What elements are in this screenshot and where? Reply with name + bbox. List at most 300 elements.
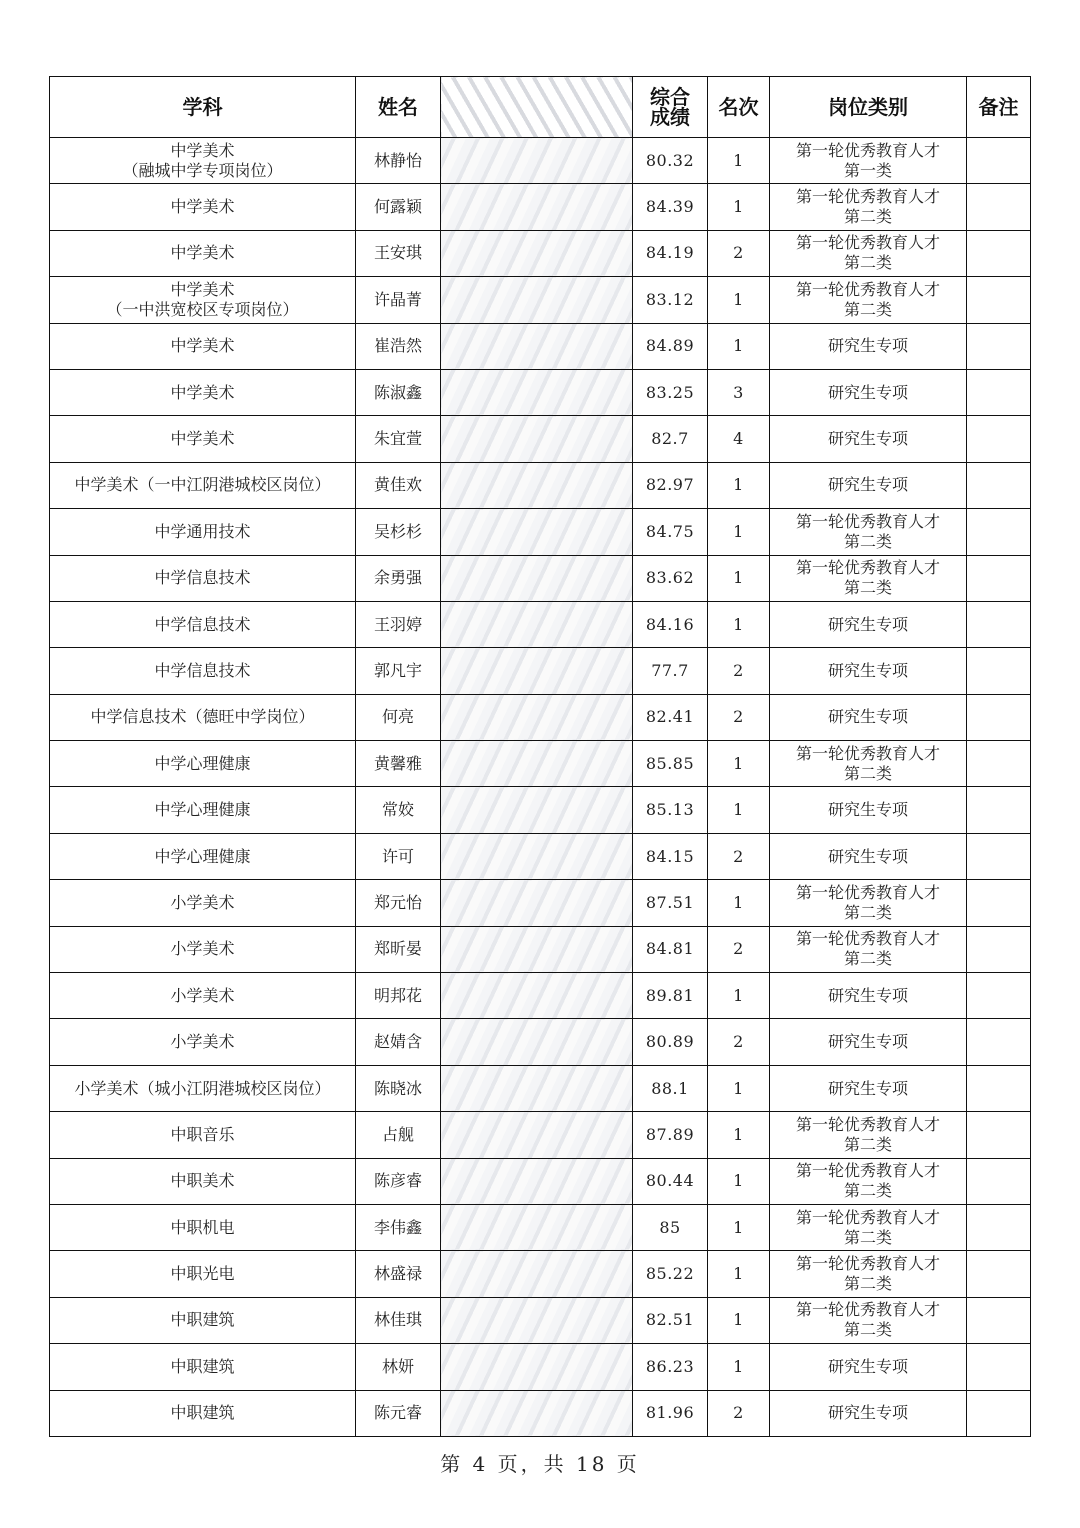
header-name: 姓名 bbox=[356, 77, 441, 138]
category-cell bbox=[770, 1158, 967, 1204]
subject-text: 中学信息技术 bbox=[154, 660, 251, 680]
category-text: 第一轮优秀教育人才 bbox=[795, 1161, 940, 1181]
name-cell: 陈彦睿 bbox=[356, 1158, 441, 1204]
table-row bbox=[50, 1204, 1031, 1250]
subject-cell bbox=[50, 555, 356, 601]
name-cell: 郭凡宇 bbox=[356, 648, 441, 694]
remark-cell bbox=[967, 926, 1031, 972]
table-row bbox=[50, 1297, 1031, 1343]
name-cell: 黄馨雅 bbox=[356, 741, 441, 787]
category-subtype: 第二类 bbox=[843, 1227, 892, 1247]
table-row bbox=[50, 787, 1031, 833]
category-text: 第一轮优秀教育人才 bbox=[795, 1300, 940, 1320]
redacted-cell bbox=[441, 1065, 633, 1111]
category-text: 第一轮优秀教育人才 bbox=[795, 558, 940, 578]
rank-cell: 1 bbox=[708, 138, 770, 184]
redacted-cell bbox=[441, 1158, 633, 1204]
score-cell: 87.51 bbox=[633, 880, 708, 926]
name-cell: 陈晓冰 bbox=[356, 1065, 441, 1111]
name-cell: 何露颖 bbox=[356, 184, 441, 230]
score-cell: 86.23 bbox=[633, 1344, 708, 1390]
name-cell: 林妍 bbox=[356, 1344, 441, 1390]
remark-cell bbox=[967, 1112, 1031, 1158]
category-subtype: 第二类 bbox=[843, 1320, 892, 1340]
table-row bbox=[50, 1065, 1031, 1111]
category-cell bbox=[770, 833, 967, 879]
rank-cell: 2 bbox=[708, 1019, 770, 1065]
category-subtype: 第一类 bbox=[843, 160, 892, 180]
score-cell: 81.96 bbox=[633, 1390, 708, 1436]
header-score-line2: 成绩 bbox=[650, 105, 690, 129]
redacted-cell bbox=[441, 1344, 633, 1390]
score-cell: 83.25 bbox=[633, 369, 708, 415]
subject-cell bbox=[50, 1204, 356, 1250]
header-rank: 名次 bbox=[708, 77, 770, 138]
score-cell: 83.12 bbox=[633, 277, 708, 323]
subject-cell bbox=[50, 973, 356, 1019]
redacted-cell bbox=[441, 1297, 633, 1343]
page-number: 第 4 页，共 18 页 bbox=[440, 1452, 640, 1476]
category-cell bbox=[770, 277, 967, 323]
subject-cell bbox=[50, 1251, 356, 1297]
score-cell: 84.75 bbox=[633, 509, 708, 555]
header-row bbox=[50, 77, 1031, 138]
rank-cell: 1 bbox=[708, 184, 770, 230]
score-cell: 85.22 bbox=[633, 1251, 708, 1297]
score-cell: 82.7 bbox=[633, 416, 708, 462]
redacted-cell bbox=[441, 323, 633, 369]
category-subtype: 第二类 bbox=[843, 207, 892, 227]
results-table bbox=[49, 76, 1031, 1437]
category-cell bbox=[770, 787, 967, 833]
subject-cell bbox=[50, 601, 356, 647]
subject-cell bbox=[50, 1297, 356, 1343]
remark-cell bbox=[967, 648, 1031, 694]
remark-cell bbox=[967, 1065, 1031, 1111]
rank-cell: 1 bbox=[708, 1158, 770, 1204]
score-cell: 77.7 bbox=[633, 648, 708, 694]
category-subtype: 第二类 bbox=[843, 253, 892, 273]
score-cell: 84.89 bbox=[633, 323, 708, 369]
name-cell: 郑昕晏 bbox=[356, 926, 441, 972]
score-cell: 80.89 bbox=[633, 1019, 708, 1065]
subject-text: 中学美术（一中江阴港城校区岗位） bbox=[74, 475, 331, 495]
redacted-cell bbox=[441, 648, 633, 694]
table-body bbox=[50, 138, 1031, 1437]
remark-cell bbox=[967, 833, 1031, 879]
subject-cell bbox=[50, 741, 356, 787]
redacted-cell bbox=[441, 973, 633, 1019]
name-cell: 林盛禄 bbox=[356, 1251, 441, 1297]
category-subtype: 第二类 bbox=[843, 763, 892, 783]
redacted-cell bbox=[441, 833, 633, 879]
name-cell: 崔浩然 bbox=[356, 323, 441, 369]
rank-cell: 1 bbox=[708, 973, 770, 1019]
category-text: 研究生专项 bbox=[827, 382, 908, 402]
category-subtype: 第二类 bbox=[843, 1274, 892, 1294]
category-subtype: 第二类 bbox=[843, 902, 892, 922]
category-subtype: 第二类 bbox=[843, 949, 892, 969]
score-cell: 85.13 bbox=[633, 787, 708, 833]
redacted-cell bbox=[441, 555, 633, 601]
category-cell bbox=[770, 1112, 967, 1158]
score-cell: 84.16 bbox=[633, 601, 708, 647]
header-remark: 备注 bbox=[967, 77, 1031, 138]
table-row bbox=[50, 601, 1031, 647]
name-cell: 陈元睿 bbox=[356, 1390, 441, 1436]
remark-cell bbox=[967, 1019, 1031, 1065]
score-cell: 84.19 bbox=[633, 230, 708, 276]
subject-cell bbox=[50, 694, 356, 740]
category-cell bbox=[770, 462, 967, 508]
subject-cell bbox=[50, 833, 356, 879]
name-cell: 余勇强 bbox=[356, 555, 441, 601]
category-cell bbox=[770, 369, 967, 415]
category-text: 研究生专项 bbox=[827, 660, 908, 680]
subject-cell bbox=[50, 509, 356, 555]
subject-text: 中学美术 bbox=[170, 429, 235, 449]
score-cell: 85 bbox=[633, 1204, 708, 1250]
subject-cell bbox=[50, 369, 356, 415]
category-text: 第一轮优秀教育人才 bbox=[795, 187, 940, 207]
subject-cell bbox=[50, 1344, 356, 1390]
category-cell bbox=[770, 416, 967, 462]
rank-cell: 1 bbox=[708, 787, 770, 833]
remark-cell bbox=[967, 787, 1031, 833]
redacted-cell bbox=[441, 509, 633, 555]
category-cell bbox=[770, 1297, 967, 1343]
category-subtype: 第二类 bbox=[843, 531, 892, 551]
table-row bbox=[50, 880, 1031, 926]
table-row bbox=[50, 1251, 1031, 1297]
table-row bbox=[50, 694, 1031, 740]
subject-text: 中学心理健康 bbox=[154, 800, 251, 820]
subject-cell bbox=[50, 880, 356, 926]
table-row bbox=[50, 555, 1031, 601]
subject-note: （融城中学专项岗位） bbox=[122, 160, 283, 180]
table-row bbox=[50, 184, 1031, 230]
remark-cell bbox=[967, 741, 1031, 787]
score-cell: 82.51 bbox=[633, 1297, 708, 1343]
category-text: 第一轮优秀教育人才 bbox=[795, 743, 940, 763]
subject-text: 中学心理健康 bbox=[154, 753, 251, 773]
category-text: 第一轮优秀教育人才 bbox=[795, 1254, 940, 1274]
table-row bbox=[50, 1112, 1031, 1158]
table-row bbox=[50, 1344, 1031, 1390]
category-text: 研究生专项 bbox=[827, 1032, 908, 1052]
category-text: 第一轮优秀教育人才 bbox=[795, 140, 940, 160]
score-cell: 88.1 bbox=[633, 1065, 708, 1111]
table-row bbox=[50, 1019, 1031, 1065]
score-cell: 80.44 bbox=[633, 1158, 708, 1204]
subject-cell bbox=[50, 787, 356, 833]
subject-text: 中学心理健康 bbox=[154, 846, 251, 866]
redacted-cell bbox=[441, 416, 633, 462]
score-cell: 84.15 bbox=[633, 833, 708, 879]
rank-cell: 3 bbox=[708, 369, 770, 415]
score-cell: 82.97 bbox=[633, 462, 708, 508]
subject-text: 中学美术 bbox=[170, 140, 235, 160]
score-cell: 83.62 bbox=[633, 555, 708, 601]
subject-text: 中职建筑 bbox=[170, 1403, 235, 1423]
subject-cell bbox=[50, 462, 356, 508]
score-cell: 84.81 bbox=[633, 926, 708, 972]
redacted-cell bbox=[441, 1019, 633, 1065]
header-score bbox=[633, 77, 708, 138]
table-row bbox=[50, 926, 1031, 972]
remark-cell bbox=[967, 184, 1031, 230]
name-cell: 林佳琪 bbox=[356, 1297, 441, 1343]
subject-text: 中学美术 bbox=[170, 382, 235, 402]
rank-cell: 2 bbox=[708, 926, 770, 972]
category-cell bbox=[770, 648, 967, 694]
category-cell bbox=[770, 1019, 967, 1065]
category-text: 第一轮优秀教育人才 bbox=[795, 279, 940, 299]
category-cell bbox=[770, 1390, 967, 1436]
table-row bbox=[50, 416, 1031, 462]
rank-cell: 1 bbox=[708, 880, 770, 926]
remark-cell bbox=[967, 416, 1031, 462]
remark-cell bbox=[967, 973, 1031, 1019]
subject-text: 中学信息技术 bbox=[154, 568, 251, 588]
category-cell bbox=[770, 1251, 967, 1297]
remark-cell bbox=[967, 509, 1031, 555]
rank-cell: 1 bbox=[708, 601, 770, 647]
remark-cell bbox=[967, 230, 1031, 276]
subject-note: （一中洪宽校区专项岗位） bbox=[106, 299, 299, 319]
header-subject: 学科 bbox=[50, 77, 356, 138]
subject-text: 中职建筑 bbox=[170, 1356, 235, 1376]
category-text: 研究生专项 bbox=[827, 985, 908, 1005]
subject-cell bbox=[50, 1019, 356, 1065]
header-score-line1: 综合 bbox=[650, 85, 690, 109]
category-cell bbox=[770, 926, 967, 972]
subject-cell bbox=[50, 230, 356, 276]
subject-cell bbox=[50, 1158, 356, 1204]
redacted-cell bbox=[441, 230, 633, 276]
category-text: 研究生专项 bbox=[827, 614, 908, 634]
rank-cell: 4 bbox=[708, 416, 770, 462]
subject-cell bbox=[50, 926, 356, 972]
rank-cell: 1 bbox=[708, 1112, 770, 1158]
redacted-cell bbox=[441, 277, 633, 323]
subject-text: 小学美术 bbox=[170, 939, 235, 959]
score-cell: 84.39 bbox=[633, 184, 708, 230]
name-cell: 赵婧含 bbox=[356, 1019, 441, 1065]
redacted-cell bbox=[441, 1251, 633, 1297]
table-row bbox=[50, 369, 1031, 415]
name-cell: 朱宜萱 bbox=[356, 416, 441, 462]
name-cell: 黄佳欢 bbox=[356, 462, 441, 508]
name-cell: 林静怡 bbox=[356, 138, 441, 184]
remark-cell bbox=[967, 369, 1031, 415]
subject-cell bbox=[50, 1390, 356, 1436]
category-text: 第一轮优秀教育人才 bbox=[795, 511, 940, 531]
table-row bbox=[50, 741, 1031, 787]
category-cell bbox=[770, 184, 967, 230]
table-row bbox=[50, 230, 1031, 276]
subject-text: 中职光电 bbox=[170, 1264, 235, 1284]
table-row bbox=[50, 509, 1031, 555]
category-cell bbox=[770, 1065, 967, 1111]
redacted-cell bbox=[441, 1390, 633, 1436]
name-cell: 王安琪 bbox=[356, 230, 441, 276]
table-row bbox=[50, 1158, 1031, 1204]
subject-text: 中学美术 bbox=[170, 197, 235, 217]
remark-cell bbox=[967, 601, 1031, 647]
subject-cell bbox=[50, 1065, 356, 1111]
subject-text: 小学美术 bbox=[170, 892, 235, 912]
redacted-cell bbox=[441, 694, 633, 740]
category-cell bbox=[770, 601, 967, 647]
name-cell: 王羽婷 bbox=[356, 601, 441, 647]
name-cell: 许可 bbox=[356, 833, 441, 879]
name-cell: 郑元怡 bbox=[356, 880, 441, 926]
rank-cell: 2 bbox=[708, 833, 770, 879]
subject-text: 中学通用技术 bbox=[154, 521, 251, 541]
subject-cell bbox=[50, 323, 356, 369]
rank-cell: 1 bbox=[708, 1251, 770, 1297]
remark-cell bbox=[967, 1251, 1031, 1297]
score-cell: 85.85 bbox=[633, 741, 708, 787]
score-cell: 89.81 bbox=[633, 973, 708, 1019]
category-text: 研究生专项 bbox=[827, 1403, 908, 1423]
remark-cell bbox=[967, 138, 1031, 184]
remark-cell bbox=[967, 1158, 1031, 1204]
rank-cell: 1 bbox=[708, 462, 770, 508]
subject-text: 小学美术（城小江阴港城校区岗位） bbox=[74, 1078, 331, 1098]
category-text: 第一轮优秀教育人才 bbox=[795, 882, 940, 902]
table-row bbox=[50, 973, 1031, 1019]
rank-cell: 1 bbox=[708, 555, 770, 601]
subject-text: 小学美术 bbox=[170, 985, 235, 1005]
remark-cell bbox=[967, 1344, 1031, 1390]
subject-cell bbox=[50, 277, 356, 323]
redacted-cell bbox=[441, 184, 633, 230]
category-cell bbox=[770, 973, 967, 1019]
category-text: 研究生专项 bbox=[827, 846, 908, 866]
category-text: 研究生专项 bbox=[827, 336, 908, 356]
score-cell: 80.32 bbox=[633, 138, 708, 184]
redacted-cell bbox=[441, 880, 633, 926]
subject-text: 中职机电 bbox=[170, 1217, 235, 1237]
category-subtype: 第二类 bbox=[843, 578, 892, 598]
table-row bbox=[50, 1390, 1031, 1436]
category-text: 研究生专项 bbox=[827, 707, 908, 727]
remark-cell bbox=[967, 1204, 1031, 1250]
category-text: 研究生专项 bbox=[827, 800, 908, 820]
rank-cell: 1 bbox=[708, 1204, 770, 1250]
rank-cell: 1 bbox=[708, 1297, 770, 1343]
category-cell bbox=[770, 509, 967, 555]
name-cell: 明邦花 bbox=[356, 973, 441, 1019]
category-subtype: 第二类 bbox=[843, 1181, 892, 1201]
redacted-cell bbox=[441, 462, 633, 508]
name-cell: 李伟鑫 bbox=[356, 1204, 441, 1250]
subject-cell bbox=[50, 416, 356, 462]
subject-text: 小学美术 bbox=[170, 1032, 235, 1052]
name-cell: 常姣 bbox=[356, 787, 441, 833]
category-text: 研究生专项 bbox=[827, 1356, 908, 1376]
table-row bbox=[50, 648, 1031, 694]
subject-text: 中职美术 bbox=[170, 1171, 235, 1191]
rank-cell: 1 bbox=[708, 1344, 770, 1390]
subject-text: 中学美术 bbox=[170, 243, 235, 263]
table-row bbox=[50, 277, 1031, 323]
category-cell bbox=[770, 230, 967, 276]
category-cell bbox=[770, 555, 967, 601]
redacted-cell bbox=[441, 369, 633, 415]
subject-text: 中学美术 bbox=[170, 336, 235, 356]
remark-cell bbox=[967, 462, 1031, 508]
remark-cell bbox=[967, 1297, 1031, 1343]
score-cell: 87.89 bbox=[633, 1112, 708, 1158]
category-cell bbox=[770, 880, 967, 926]
redacted-cell bbox=[441, 601, 633, 647]
redacted-cell bbox=[441, 1204, 633, 1250]
category-subtype: 第二类 bbox=[843, 299, 892, 319]
category-text: 研究生专项 bbox=[827, 429, 908, 449]
category-cell bbox=[770, 1344, 967, 1390]
subject-text: 中学信息技术（德旺中学岗位） bbox=[90, 707, 315, 727]
remark-cell bbox=[967, 555, 1031, 601]
category-cell bbox=[770, 138, 967, 184]
category-text: 第一轮优秀教育人才 bbox=[795, 1207, 940, 1227]
header-category: 岗位类别 bbox=[770, 77, 967, 138]
subject-cell bbox=[50, 184, 356, 230]
rank-cell: 2 bbox=[708, 648, 770, 694]
rank-cell: 1 bbox=[708, 277, 770, 323]
rank-cell: 1 bbox=[708, 1065, 770, 1111]
remark-cell bbox=[967, 1390, 1031, 1436]
subject-text: 中职音乐 bbox=[170, 1124, 235, 1144]
rank-cell: 2 bbox=[708, 694, 770, 740]
remark-cell bbox=[967, 323, 1031, 369]
category-text: 第一轮优秀教育人才 bbox=[795, 1114, 940, 1134]
name-cell: 吴杉杉 bbox=[356, 509, 441, 555]
table-row bbox=[50, 138, 1031, 184]
name-cell: 陈淑鑫 bbox=[356, 369, 441, 415]
redacted-cell bbox=[441, 741, 633, 787]
redacted-cell bbox=[441, 1112, 633, 1158]
subject-cell bbox=[50, 1112, 356, 1158]
redacted-cell bbox=[441, 138, 633, 184]
subject-cell bbox=[50, 648, 356, 694]
redacted-cell bbox=[441, 926, 633, 972]
rank-cell: 1 bbox=[708, 509, 770, 555]
category-text: 第一轮优秀教育人才 bbox=[795, 233, 940, 253]
table-row bbox=[50, 833, 1031, 879]
rank-cell: 2 bbox=[708, 1390, 770, 1436]
category-text: 第一轮优秀教育人才 bbox=[795, 929, 940, 949]
name-cell: 何亮 bbox=[356, 694, 441, 740]
category-cell bbox=[770, 323, 967, 369]
category-text: 研究生专项 bbox=[827, 475, 908, 495]
remark-cell bbox=[967, 277, 1031, 323]
redacted-cell bbox=[441, 787, 633, 833]
score-cell: 82.41 bbox=[633, 694, 708, 740]
name-cell: 占舰 bbox=[356, 1112, 441, 1158]
category-cell bbox=[770, 694, 967, 740]
header-redacted-column bbox=[441, 77, 633, 138]
subject-text: 中职建筑 bbox=[170, 1310, 235, 1330]
subject-cell bbox=[50, 138, 356, 184]
subject-text: 中学美术 bbox=[170, 279, 235, 299]
rank-cell: 2 bbox=[708, 230, 770, 276]
category-cell bbox=[770, 1204, 967, 1250]
table-row bbox=[50, 462, 1031, 508]
subject-text: 中学信息技术 bbox=[154, 614, 251, 634]
